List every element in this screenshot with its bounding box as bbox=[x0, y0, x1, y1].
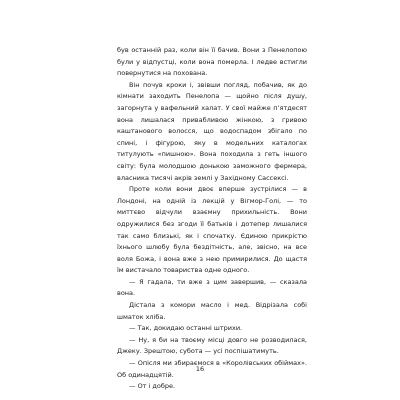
paragraph: Він почув кроки і, звівши погляд, побачив, як до кімнати заходить Пенелопа — щойно після душу, загорнута у вафельний халат. У свої майже п’ятдесят вона лишалася привабливою жінкою, з гривою каштанового волосся, що водоспадом збігало по спині, і фігурою, яку в модельних каталогах титулують «пишною». Вона походила з геть іншого світу: була молодшою донькою заможного фермера, власника тисячі акрів землі у Західному Сассексі. bbox=[117, 80, 307, 182]
dialogue-line: — От і добре. bbox=[129, 382, 176, 391]
paragraph: Проте коли вони двоє вперше зустрілися — в Лондоні, на одній із лекцій у Вігмор-Голі, — то миттєво відчули взаємну прихильність. Вони одружилися без згоди її батьків і дотепер лишалися так само близькі, як і спочатку. Єдиною прикрістю їхнього шлюбу була бездітність, але, звісно, на все воля Божа, і вона вже з нею примирилися. До щастя їм вистачало товариства одне одного. bbox=[117, 185, 307, 275]
paragraph: Дістала з комори масло і мед. Відрізала собі шматок хліба. bbox=[117, 301, 307, 321]
dialogue-line: — Я гадала, ти вже з цим завершив, — сказала вона. bbox=[117, 277, 307, 298]
dialogue-line: — Ну, я би на твоєму місці довго не розводилася, Джеку. Зрештою, субота — усі поспішатимуть. bbox=[117, 335, 307, 356]
dialogue-line: — Так, докидаю останні штрихи. bbox=[129, 324, 243, 333]
paragraph: був останній раз, коли він її бачив. Вони з Пенелопою були у відпустці, коли вона померла. І ледве встигли повернутися на похована. bbox=[117, 46, 307, 78]
body-text bbox=[117, 45, 307, 393]
dialogue-line: — Опісля ми збираємося в «Королівських обіймах». Об одинадцятій. bbox=[117, 359, 307, 379]
page-number: 16 bbox=[195, 365, 205, 373]
